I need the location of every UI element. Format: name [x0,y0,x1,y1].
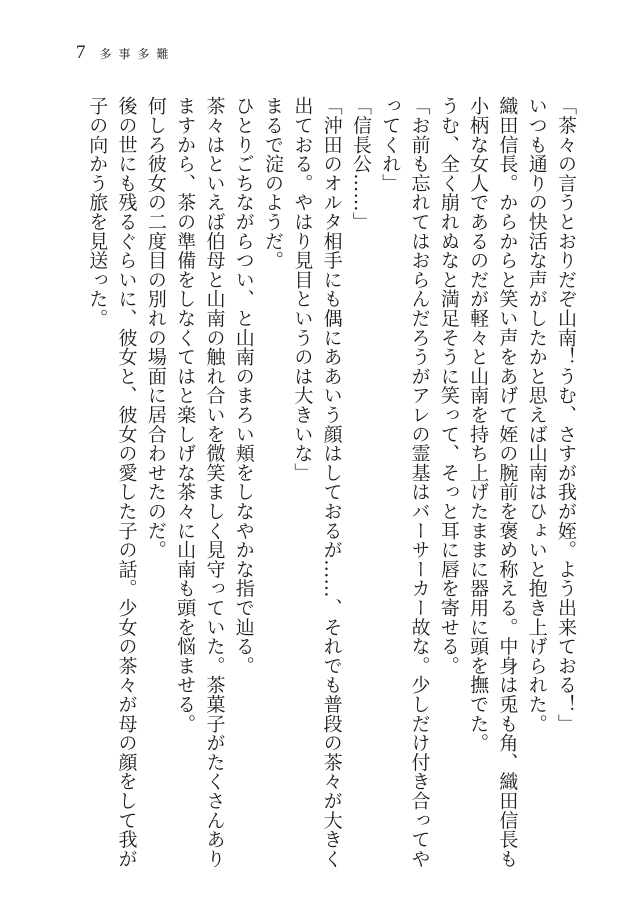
paragraph-12: 後の世にも残るぐらいに、彼女と、彼女の愛した子の話。少女の茶々が母の顔をして我が子の向かう旅を見送った。 [86,96,138,868]
vertical-body-text [82,96,580,876]
paragraph-2: いつも通りの快活な声がしたかと思えば山南はひょいと抱き上げられた。 [525,96,548,733]
paragraph-10: 茶々はといえば伯母と山南の触れ合いを微笑ましく見守っていた。茶菓子がたくさんありますから、茶の準備をしなくてはと楽しげな茶々に山南も頭を悩ませる。 [174,96,226,868]
paragraph-6: 「信長公……」 [349,96,372,232]
paragraph-5: 「お前も忘れてはおらんだろうがアレの霊基はバーサーカー故な。少しだけ付き合ってやってくれ」 [379,96,431,868]
paragraph-7: 「沖田のオルタ相手にも偶にああいう顔はしておるが……、それでも普段の茶々が大きく出ておる。やはり見目というのは大きいな」 [291,96,343,868]
paragraph-3: 織田信長。からからと笑い声をあげて姪の腕前を褒め称える。中身は兎も角、織田信長も小柄な女人であるのだが軽々と山南を持ち上げたままに器用に頭を撫でた。 [467,96,519,868]
paragraph-11: 何しろ彼女の二度目の別れの場面に居合わせたのだ。 [144,96,167,560]
paragraph-4: うむ、全く崩れぬなと満足そうに笑って、そっと耳に唇を寄せる。 [437,96,460,675]
running-header [76,42,176,64]
paragraph-1: 「茶々の言うとおりだぞ山南！うむ、さすが我が姪。よう出来ておる！」 [555,96,577,733]
chapter-title: 多事多難 [99,46,176,61]
page-number: 7 [76,42,86,63]
paragraph-9: ひとりごちながらつい、と山南のまろい頬をしなやかな指で辿る。 [232,96,255,675]
paragraph-8: まるで淀のようだ。 [262,96,285,270]
